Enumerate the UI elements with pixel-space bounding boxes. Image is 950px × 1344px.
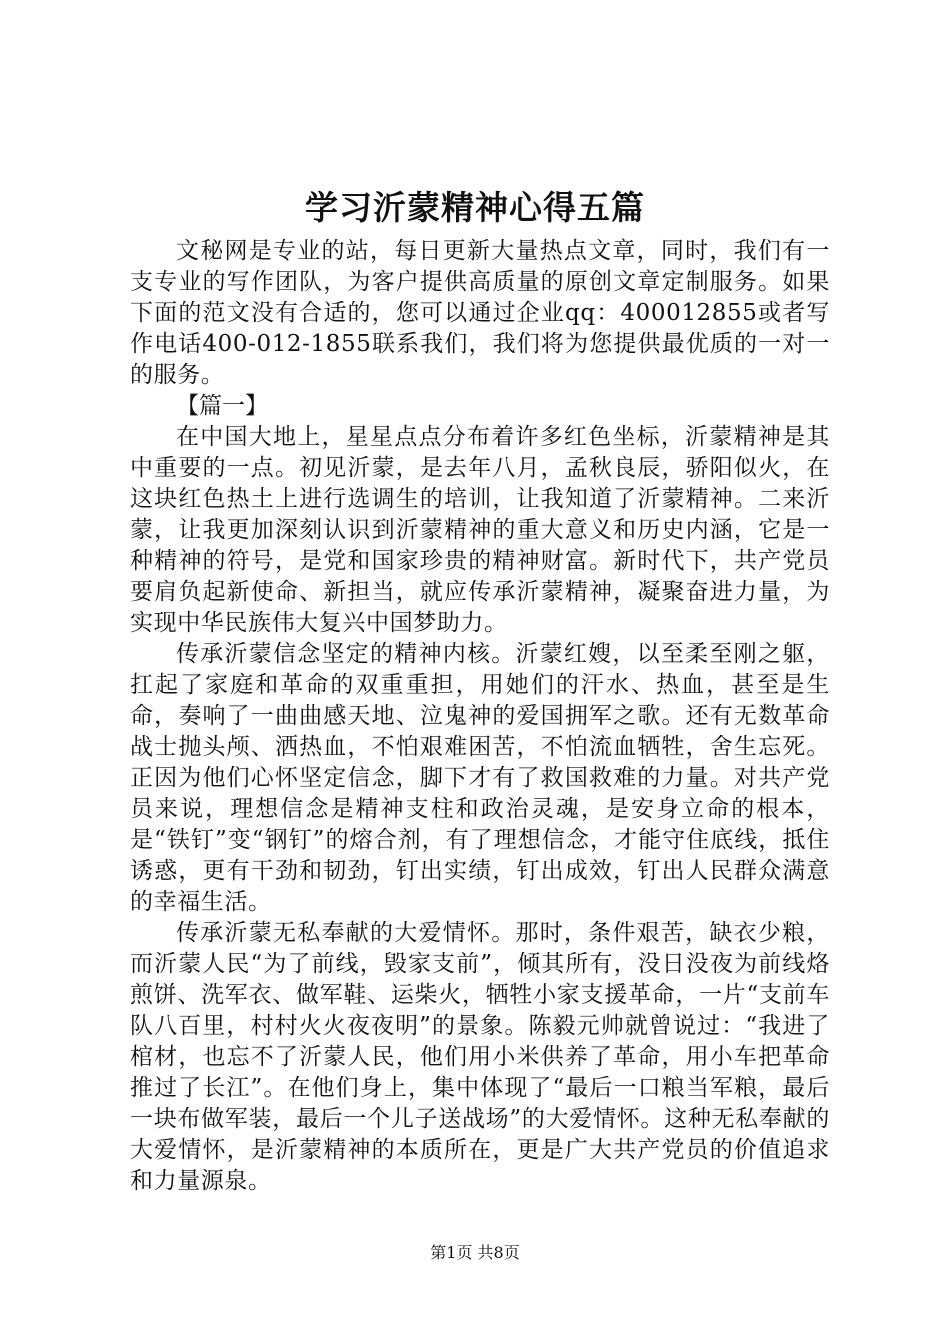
body-paragraph-1: 在中国大地上，星星点点分布着许多红色坐标，沂蒙精神是其中重要的一点。初见沂蒙，是去年八月，孟秋良辰，骄阳似火，在这块红色热土上进行选调生的培训，让我知道了沂蒙精神。二来沂蒙，让我更加深刻认识到沂蒙精神的重大意义和历史内涵，它是一种精神的符号，是党和国家珍贵的精神财富。新时代下，共产党员要肩负起新使命、新担当，就应传承沂蒙精神，凝聚奋进力量，为实现中华民族伟大复兴中国梦助力。 <box>130 424 830 636</box>
body-paragraph-2: 传承沂蒙信念坚定的精神内核。沂蒙红嫂，以至柔至刚之躯，扛起了家庭和革命的双重重担，用她们的汗水、热血，甚至是生命，奏响了一曲曲感天地、泣鬼神的爱国拥军之歌。还有无数革命战士抛头颅、洒热血，不怕艰难困苦，不怕流血牺牲，舍生忘死。正因为他们心怀坚定信念，脚下才有了救国救难的力量。对共产党员来说，理想信念是精神支柱和政治灵魂，是安身立命的根本，是“铁钉”变“钢钉”的熔合剂，有了理想信念，才能守住底线，抵住诱惑，更有干劲和韧劲，钉出实绩，钉出成效，钉出人民群众满意的幸福生活。 <box>130 641 830 915</box>
document-title: 学习沂蒙精神心得五篇 <box>305 188 645 227</box>
body-paragraph-3: 传承沂蒙无私奉献的大爱情怀。那时，条件艰苦，缺衣少粮，而沂蒙人民“为了前线，毁家支前”，倾其所有，没日没夜为前线烙煎饼、洗军衣、做军鞋、运柴火，牺牲小家支援革命，一片“支前车队八百里，村村火火夜夜明”的景象。陈毅元帅就曾说过：“我进了棺材，也忘不了沂蒙人民，他们用小米供养了革命，用小车把革命推过了长江”。在他们身上，集中体现了“最后一口粮当军粮，最后一块布做军装，最后一个儿子送战场”的大爱情怀。这种无私奉献的大爱情怀，是沂蒙精神的本质所在，更是广大共产党员的价值追求和力量源泉。 <box>130 920 830 1194</box>
intro-paragraph: 文秘网是专业的站，每日更新大量热点文章，同时，我们有一支专业的写作团队，为客户提供高质量的原创文章定制服务。如果下面的范文没有合适的，您可以通过企业qq：400012855或者写作电话400-012-1855联系我们，我们将为您提供最优质的一对一的服务。 <box>130 238 830 388</box>
document-body <box>130 236 830 1197</box>
section-heading: 【篇一】 <box>176 393 268 419</box>
page-footer: 第1页 共8页 <box>430 1243 520 1262</box>
